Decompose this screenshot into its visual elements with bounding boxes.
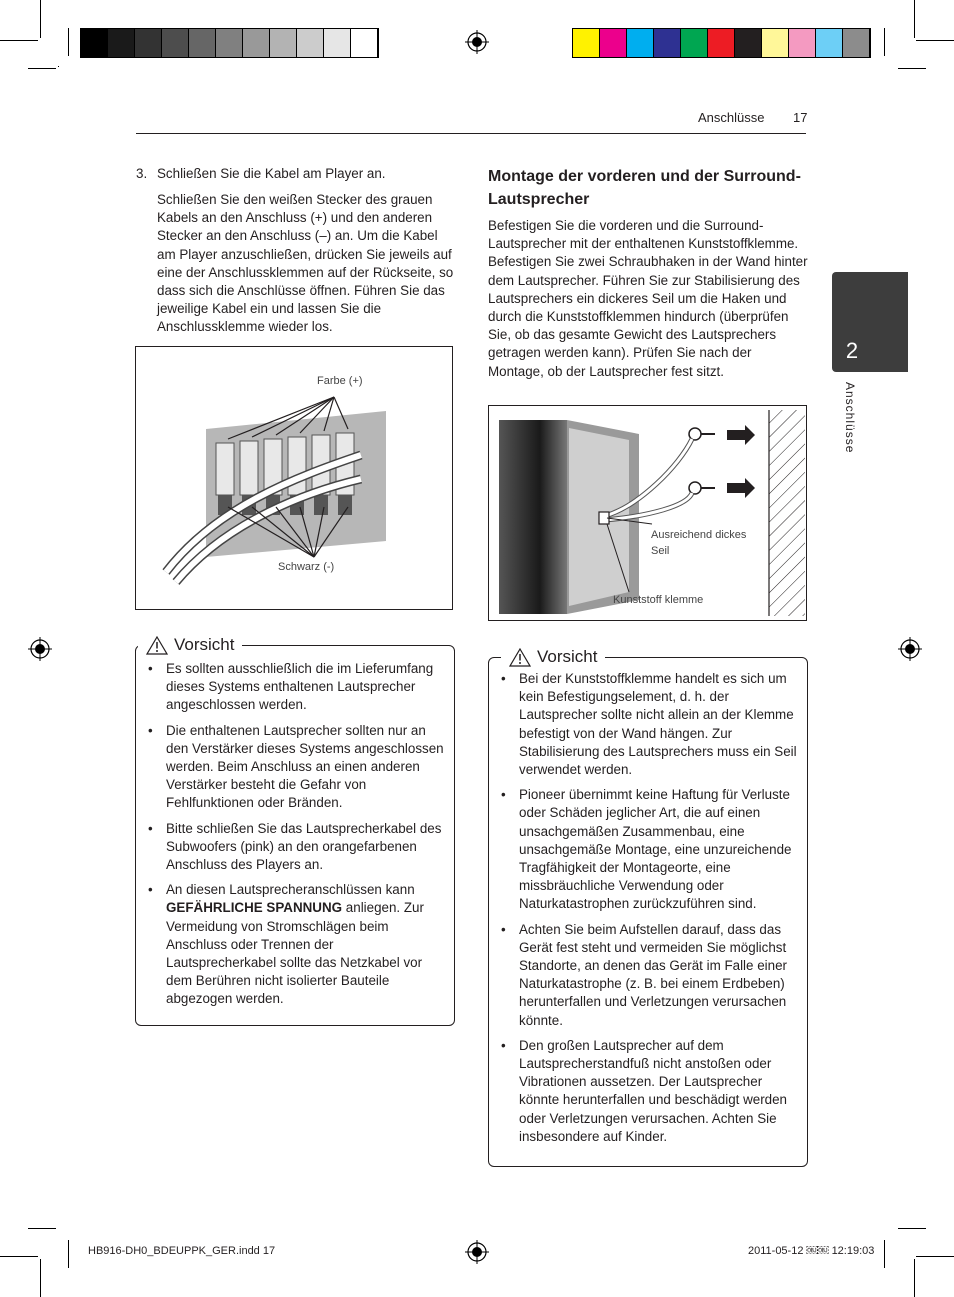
color-swatch (324, 29, 351, 57)
caution-item: • Bei der Kunststoffklemme handelt es sich um kein Befestigungselement, d. h. der Lautsprecher sollte nicht allein an der Klemme befestigt von der Wand hängen. Zur Stabilisierung des Lautsprechers muss ein Seil verwendet werden. (497, 670, 797, 779)
color-swatch (297, 29, 324, 57)
gray-color-bar (80, 28, 379, 58)
crop-mark (58, 66, 59, 67)
step-text: Schließen Sie den weißen Stecker des grauen Kabels an den Anschluss (+) und den anderen Stecker an den Anschluss (–) an. Um die Kabel am Player anzuschließen, drücken Sie jeweils auf eine der Anschlussklemmen auf der Rückseite, so dass sich die Anschlüsse öffnen. Führen Sie das jeweilige Kabel ein und lassen Sie die Anschlussklemme wieder los. (157, 192, 454, 335)
crop-mark (914, 0, 915, 38)
section-title: Montage der vorderen und der Surround-Lautsprecher (488, 168, 801, 208)
warning-icon (509, 648, 531, 667)
registration-mark-icon (465, 1240, 489, 1264)
step-number: 3. (136, 166, 148, 181)
label-minus: Schwarz (-) (278, 561, 335, 573)
color-swatch (135, 29, 162, 57)
section-text: Befestigen Sie die vorderen und die Surround-Lautsprecher mit der enthaltenen Kunststoffklemme. Befestigen Sie zwei Schraubhaken in der Wand hinter dem Lautsprecher. Führen Sie zur Stabilisierung des Lautsprechers ein dickeres Seil um die Haken und durch die Kunststoffklemmen hindurch (überprüfen Sie, ob das gesamte Gewicht des Lautsprechers getragen werden kann). Prüfen Sie nach der Montage, ob der Lautsprecher fest sitzt. (488, 218, 808, 379)
crop-mark (68, 1240, 69, 1268)
caution-list (144, 660, 444, 1016)
crop-mark (68, 28, 69, 56)
crop-mark (916, 1256, 954, 1257)
speaker-mounting-illustration (489, 406, 805, 619)
color-swatch (708, 29, 735, 57)
speaker-terminal-figure (135, 346, 453, 610)
caution-list (497, 670, 797, 1153)
speaker-mounting-figure (488, 405, 807, 621)
color-swatch (243, 29, 270, 57)
crop-mark (916, 40, 954, 41)
color-swatch (162, 29, 189, 57)
caution-emphasis: GEFÄHRLICHE SPANNUNG (166, 900, 343, 916)
slug-timestamp: 2011-05-12 ￼￼ 12:19:03 (748, 1245, 875, 1257)
crop-mark (40, 0, 41, 38)
label-rope (651, 527, 746, 559)
caution-item: • Achten Sie beim Aufstellen darauf, dass das Gerät fest steht und vermeiden Sie möglichst Standorte, an denen das Gerät im Falle einer Naturkatastrophe (z. B. bei einem Erdbeben) herunterfallen und Verletzungen verursachen könnte. (497, 921, 797, 1030)
chapter-label: Anschlüsse (843, 382, 857, 454)
caution-item: • Den großen Lautsprecher auf dem Lautsprecherstandfuß nicht anstoßen oder Vibrationen aussetzen. Der Lautsprecher könnte herunterfallen und beschädigt werden oder Verletzungen verursachen. Achten Sie insbesondere auf Kinder. (497, 1037, 797, 1146)
crop-mark (0, 1256, 38, 1257)
caution-text: An diesen Lautsprecheranschlüssen kann (166, 882, 415, 898)
label-rope-line2: Seil (651, 545, 670, 557)
color-swatch (81, 29, 108, 57)
color-swatch (189, 29, 216, 57)
color-swatch (762, 29, 789, 57)
label-plus: Farbe (+) (317, 375, 363, 387)
caution-text: anliegen. Zur Vermeidung von Stromschlägen beim Anschluss oder Trennen der Lautsprecherkabel sollte das Netzkabel vor dem Berühren nicht isolierter Bauteile abgezogen werden. (166, 900, 424, 1007)
color-swatch (681, 29, 708, 57)
caution-title: Vorsicht (537, 647, 598, 666)
caution-box-left (135, 635, 455, 1026)
label-clamp: Kunststoff klemme (613, 594, 704, 606)
color-swatch (654, 29, 681, 57)
process-color-bar (572, 28, 871, 58)
page-number: 17 (793, 110, 808, 125)
registration-mark-icon (465, 30, 489, 54)
caution-item (144, 881, 444, 1008)
color-swatch (216, 29, 243, 57)
color-swatch (735, 29, 762, 57)
caution-heading (501, 647, 605, 667)
crop-mark (0, 40, 38, 41)
color-swatch (600, 29, 627, 57)
caution-item: • Die enthaltenen Lautsprecher sollten nur an den Verstärker dieses Systems angeschlossen werden. Beim Anschluss an einen anderen Verstärker besteht die Gefahr von Fehlfunktionen oder Bränden. (144, 722, 444, 813)
header-rule (136, 133, 806, 134)
caution-heading (138, 635, 242, 655)
crop-mark (28, 1228, 56, 1229)
color-swatch (816, 29, 843, 57)
crop-mark (898, 68, 926, 69)
warning-icon (146, 636, 168, 655)
crop-mark (898, 1228, 926, 1229)
crop-mark (884, 28, 885, 56)
color-swatch (627, 29, 654, 57)
label-rope-line1: Ausreichend dickes (651, 529, 747, 541)
color-swatch (108, 29, 135, 57)
caution-box-right (488, 647, 808, 1167)
slug-file-name: HB916-DH0_BDEUPPK_GER.indd 17 (88, 1245, 276, 1257)
color-swatch (789, 29, 816, 57)
crop-mark (914, 1259, 915, 1297)
color-swatch (573, 29, 600, 57)
running-header-title: Anschlüsse (698, 110, 765, 125)
crop-mark (884, 1240, 885, 1268)
color-swatch (270, 29, 297, 57)
registration-mark-icon (28, 637, 52, 661)
chapter-number: 2 (845, 338, 859, 363)
crop-mark (40, 1259, 41, 1297)
color-swatch (843, 29, 870, 57)
color-swatch (351, 29, 378, 57)
step-title: Schließen Sie die Kabel am Player an. (157, 166, 386, 181)
caution-item: • Pioneer übernimmt keine Haftung für Verluste oder Schäden jeglicher Art, die auf einen unsachgemäßen Zusammenbau, eine unsachgemäße Montage, eine unzureichende Tragfähigkeit der Montageorte, eine missbräuchliche Verwendung oder Naturkatastrophen zurückzuführen sind. (497, 786, 797, 913)
caution-title: Vorsicht (174, 635, 235, 654)
caution-item: • Es sollten ausschließlich die im Lieferumfang dieses Systems enthaltenen Lautsprecher angeschlossen werden. (144, 660, 444, 715)
caution-item: • Bitte schließen Sie das Lautsprecherkabel des Subwoofers (pink) an den orangefarbenen Anschluss des Players an. (144, 820, 444, 875)
crop-mark (28, 68, 56, 69)
registration-mark-icon (898, 637, 922, 661)
